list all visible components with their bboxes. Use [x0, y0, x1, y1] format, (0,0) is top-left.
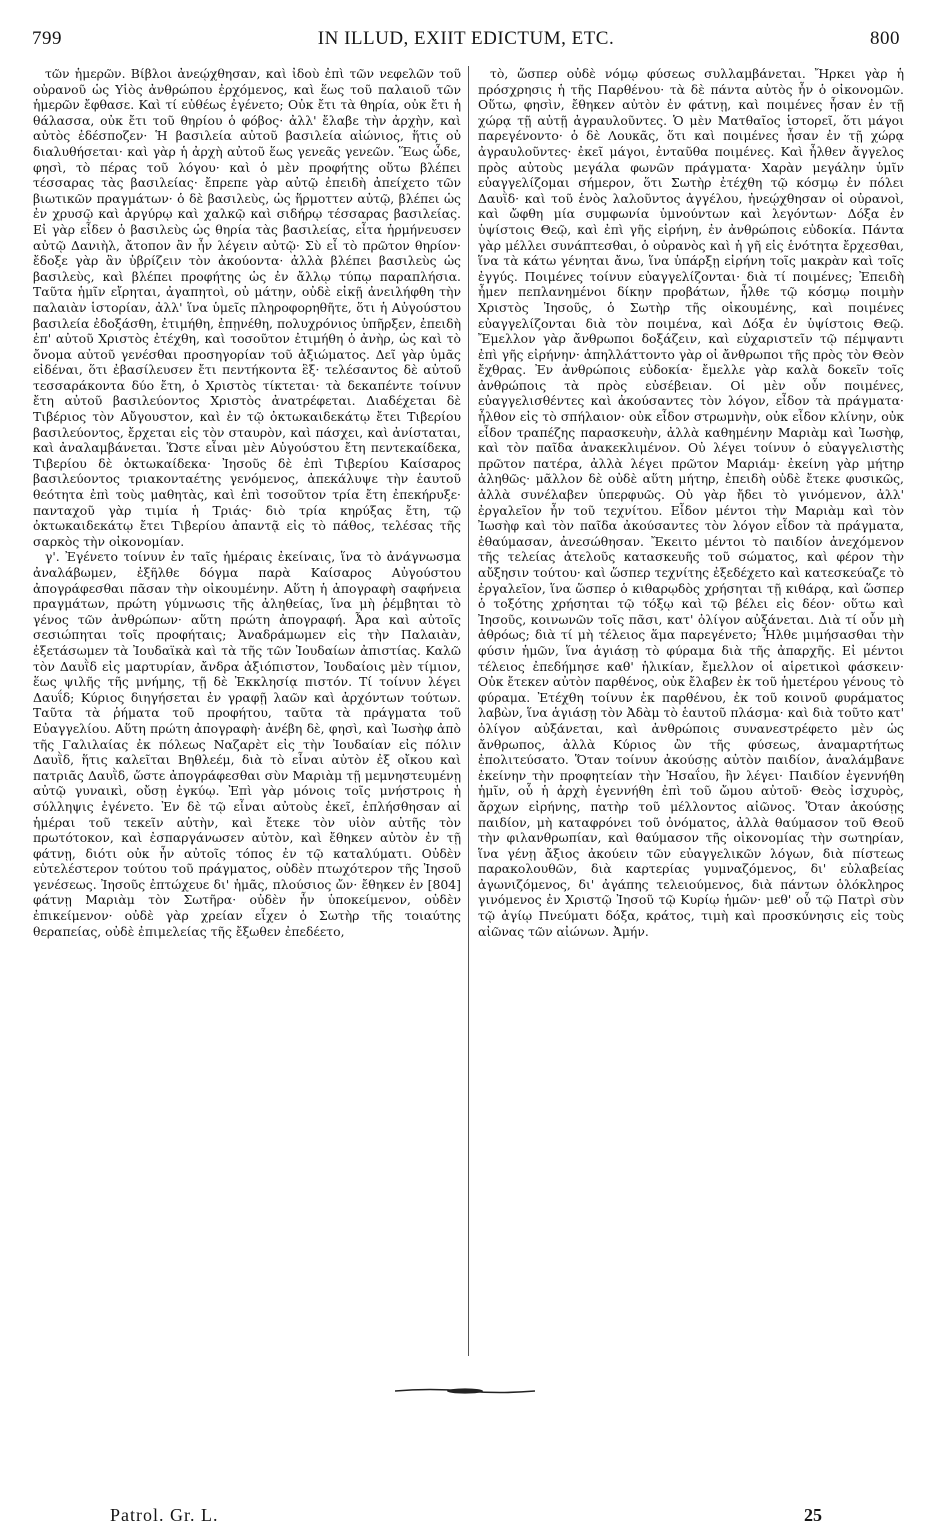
signature-mark: 25	[804, 1505, 822, 1525]
page-number-right: 800	[870, 28, 900, 49]
left-paragraph-2: γ'. Ἐγένετο τοίνυν ἐν ταῖς ἡμέραις ἐκείναις, ἵνα τὸ ἀνάγνωσμα ἀναλάβωμεν, ἐξῆλθε δόγμα παρὰ Καίσαρος Αὐγούστου ἀπογράφεσθαι πᾶσαν τὴν οἰκουμένην. Αὕτη ἡ ἀπογραφὴ σαφήνεια πραγμάτων, πρώτη γύμνωσις τῆς ἀληθείας, ἵνα μὴ ῥέμβηται τὸ γένος τῶν ἀνθρώπων· αὕτη πρώτη ἀπογραφή. Ἆρα καὶ αὐτοῖς σεσιώπηται τοῖς προφήταις; Ἀναδράμωμεν εἰς τὴν Παλαιὰν, ἐξετάσωμεν τὰ Ἰουδαϊκὰ καὶ τὰ τῆς τῶν Ἰουδαίων ἀπιστίας. Καλῶ τὸν Δαυῒδ εἰς μαρτυρίαν, ἄνδρα ἀξιόπιστον, Ἰουδαίοις μὲν τίμιον, ἕως ψιλῆς τῆς μνήμης, τῇ δὲ Ἐκκλησίᾳ πιστόν. Τί τοίνυν λέγει Δαυΐδ; Κύριος διηγήσεται ἐν γραφῇ λαῶν καὶ ἀρχόντων τούτων. Ταῦτα τὰ ῥήματα τοῦ προφήτου, ταῦτα τὰ πράγματα τοῦ Εὐαγγελίου. Αὕτη πρώτη ἀπογραφὴ· ἀνέβη δὲ, φησὶ, καὶ Ἰωσὴφ ἀπὸ τῆς Γαλιλαίας ἐκ πόλεως Ναζαρὲτ εἰς τὴν Ἰουδαίαν εἰς πόλιν Δαυῒδ, ἥτις καλεῖται Βηθλεέμ, διὰ τὸ εἶναι αὐτὸν ἐξ οἴκου καὶ πατριᾶς Δαυῒδ, ὥστε ἀπογράφεσθαι σὺν Μαριὰμ τῇ μεμνηστευμένῃ αὐτῷ γυναικὶ, οὔσῃ ἐγκύῳ. Ἐπὶ γὰρ μόνοις τοῖς μνήστροις ἡ σύλληψις ἐγένετο. Ἐν δὲ τῷ εἶναι αὐτοὺς ἐκεῖ, ἐπλήσθησαν αἱ ἡμέραι τοῦ τεκεῖν αὐτὴν, καὶ ἔτεκε τὸν υἱὸν αὐτῆς τὸν πρωτότοκον, καὶ ἐσπαργάνωσεν αὐτὸν, καὶ ἔθηκεν αὐτὸν ἐν τῇ φάτνῃ, διότι οὐκ ἦν αὐτοῖς τόπος ἐν τῷ καταλύματι. Οὐδὲν εὐτελέστερον τούτου τοῦ πράγματος, οὐδὲν πτωχότερον τῆς Ἰησοῦ γενέσεως. Ἰησοῦς ἐπτώχευε δι' ἡμᾶς, πλούσιος ὤν· ἔθηκεν ἐν [804] φάτνῃ Μαριὰμ τὸν Σωτῆρα· οὐδὲν ἦν ὑποκείμενον, οὐδὲν ἐπικείμενον· οὐδὲ γὰρ χρείαν εἶχεν ὁ Σωτὴρ τῆς τοιαύτης θεραπείας, οὐδὲ ἐπιμελείας τῆς ἔξωθεν ἐπεδέετο,	[33, 549, 461, 939]
column-divider	[468, 66, 469, 1356]
left-column	[33, 66, 461, 1356]
series-label: Patrol. Gr. L.	[110, 1505, 219, 1525]
page-header	[32, 28, 900, 58]
page-footer	[110, 1505, 822, 1529]
left-paragraph-1: τῶν ἡμερῶν. Βίβλοι ἀνεῴχθησαν, καὶ ἰδοὺ ἐπὶ τῶν νεφελῶν τοῦ οὐρανοῦ ὡς Υἱὸς ἀνθρώπου ἐρχόμενος, καὶ ἕως τοῦ παλαιοῦ τῶν ἡμερῶν ἔφθασε. Καὶ τί εὐθέως ἐγένετο; Οὐκ ἔτι τὰ θηρία, οὐκ ἔτι ἡ θάλασσα, οὐκ ἔτι τοῦ θηρίου ὁ φόβος· ἀλλ' ἔλαβε τὴν ἀρχὴν, καὶ αὐτὸς ἐδέσποζεν· Ἡ βασιλεία αὐτοῦ βασιλεία αἰώνιος, ἥτις οὐ διαλυθήσεται· καὶ γὰρ ἡ ἀρχὴ αὐτοῦ ἕως γενεᾶς γενεῶν. Ἕως ὧδε, φησὶ, τὸ πέρας τοῦ λόγου· καὶ ὁ μὲν προφήτης οὕτω βλέπει τέσσαρας τὰς βασιλείας· ἔπρεπε γὰρ αὐτῷ ἐπειδὴ ἀπείχετο τῶν βιωτικῶν πραγμάτων· ὁ δὲ βασιλεὺς, ὡς ἥρμοττεν αὐτῷ, βλέπει ὡς ἐν χρυσῷ καὶ ἀργύρῳ καὶ χαλκῷ καὶ σιδήρῳ τέσσαρας βασιλείας. Εἰ γὰρ εἶδεν ὁ βασιλεὺς ὡς θηρία τὰς βασιλείας, εἶτα ἡρμήνευσεν αὐτῷ Δανιὴλ, ἄτοπον ἂν ἦν λέγειν αὐτῷ· Σὺ εἶ τὸ πρῶτον θηρίον· ἔδοξε γὰρ ἂν ὑβρίζειν τὸν ἀκούοντα· ἀλλὰ βλέπει βασιλεὺς ὡς βασιλεὺς, καὶ βλέπει προφήτης ὡς ἐν ἄλλῳ τύπῳ παραπλήσια. Ταῦτα ἡμῖν εἴρηται, ἀγαπητοὶ, οὐ μάτην, οὐδὲ εἰκῇ ἀνειλήφθη τὴν παλαιὰν ἱστορίαν, ἀλλ' ἵνα ὑμεῖς πληροφορηθῆτε, ὅτι ἡ Αὐγούστου βασιλεία ἐδοξάσθη, ἐτιμήθη, ἐπῃνέθη, πολυχρόνιος ὑπῆρξεν, ἐπειδὴ ἐπ' αὐτοῦ Χριστὸς ἐτέχθη, καὶ τοσοῦτον ἐτιμήθη ὁ ἀνὴρ, ὡς καὶ τὸ ὄνομα αὐτοῦ γενέσθαι προσηγορίαν τοῦ ἀξιώματος. Δεῖ γὰρ ὑμᾶς εἰδέναι, ὅτι ἐβασίλευσεν ἔτι πεντήκοντα ἓξ· τελέσαντος δὲ αὐτοῦ τεσσαράκοντα δύο ἔτη, ὁ Χριστὸς τίκτεται· τὰ δεκαπέντε τοίνυν ἔτη αὐτοῦ βασιλεύοντος Χριστὸς ἀνατρέφεται. Διαδέχεται δὲ Τιβέριος τὸν Αὔγουστον, καὶ ἐν τῷ ὀκτωκαιδεκάτῳ ἔτει Τιβερίου βασιλεύοντος, ἔρχεται εἰς τὸν σταυρὸν, καὶ πάσχει, καὶ ἀνίσταται, καὶ ἀναλαμβάνεται. Ὥστε εἶναι μὲν Αὐγούστου ἔτη πεντεκαίδεκα, Τιβερίου δὲ ὀκτωκαίδεκα· Ἰησοῦς δὲ ἐπὶ Τιβερίου Καίσαρος βασιλεύοντος τριακονταέτης γενόμενος, ἀπεκάλυψε τὴν ἑαυτοῦ θεότητα ἐπὶ τοὺς μαθητὰς, καὶ ἐπὶ τοσοῦτον τρία ἔτη ἐπεκήρυξε· πανταχοῦ γὰρ τιμία ἡ Τριάς· διὸ τρία κηρύξας ἔτη, τῷ ὀκτωκαιδεκάτῳ ἔτει Τιβερίου ἀπαντᾷ εἰς τὸ πάθος, τελέσας τῆς σαρκὸς τὴν οἰκονομίαν.	[33, 66, 461, 549]
right-column	[478, 66, 904, 1356]
running-title: IN ILLUD, EXIIT EDICTUM, ETC.	[317, 28, 615, 49]
right-paragraph-1: τὸ, ὥσπερ οὐδὲ νόμῳ φύσεως συλλαμβάνεται. Ἤρκει γὰρ ἡ πρόσχρησις ἡ τῆς Παρθένου· τὰ δὲ πάντα αὐτὸς ἦν ὁ οἰκονομῶν. Οὕτω, φησὶν, ἔθηκεν αὐτὸν ἐν φάτνῃ, καὶ ποιμένες ἦσαν ἐν τῇ χώρᾳ τῇ αὐτῇ ἀγραυλοῦντες. Ὁ μὲν Ματθαῖος ἱστορεῖ, ὅτι μάγοι παρεγένοντο· ὁ δὲ Λουκᾶς, ὅτι καὶ ποιμένες ἦσαν ἐν τῇ χώρᾳ ἀγραυλοῦντες· ἐκεῖ μάγοι, ἐνταῦθα ποιμένες. Καὶ ἦλθεν ἄγγελος πρὸς αὐτοὺς μεγάλα φωνῶν πράγματα· Χαρὰν μεγάλην ὑμῖν εὐαγγελίζομαι σήμερον, ὅτι Σωτὴρ ἐτέχθη τῷ κόσμῳ ἐν πόλει Δαυῒδ· καὶ τοῦ ἑνὸς λαλοῦντος ἀγγέλου, ἠνεῴχθησαν οἱ οὐρανοὶ, καὶ ὤφθη μία συμφωνία ὑμνούντων καὶ λεγόντων· Δόξα ἐν ὑψίστοις Θεῷ, καὶ ἐπὶ γῆς εἰρήνη, ἐν ἀνθρώποις εὐδοκία. Πάντα γὰρ μέλλει συνάπτεσθαι, ὁ οὐρανὸς καὶ ἡ γῆ εἰς ἑνότητα ἔρχεσθαι, ἵνα τὰ κάτω γένηται ἄνω, ἵνα ὑπάρξῃ εἰρήνη τοῖς μακρὰν καὶ τοῖς ἐγγύς. Ποιμένες τοίνυν εὐαγγελίζονται· διὰ τί ποιμένες; Ἐπειδὴ ἦμεν πεπλανημένοι δίκην προβάτων, ἦλθε τῷ κόσμῳ ποιμὴν Χριστὸς Ἰησοῦς, ὁ Σωτὴρ τῆς οἰκουμένης, καὶ ποιμένες εὐαγγελίζονται διὰ τὸν ποιμένα, καὶ Δόξα ἐν ὑψίστοις Θεῷ. Ἔμελλον γὰρ ἄνθρωποι δοξάζειν, καὶ εὐχαριστεῖν τῷ πέμψαντι ἐπὶ γῆς εἰρήνην· ἀπηλλάττοντο γὰρ οἱ ἄνθρωποι τῆς πρὸς τὸν Θεὸν ἔχθρας. Ἐν ἀνθρώποις εὐδοκία· ἔμελλε γὰρ καλὰ δοκεῖν τοῖς ἀνθρώποις τὰ πρὸς εὐσέβειαν. Οἱ μὲν οὖν ποιμένες, εὐαγγελισθέντες καὶ ἀκούσαντες τὸν λόγον, εἶδον τὰ πράγματα· ἦλθον εἰς τὸ σπήλαιον· οὐκ εἶδον στρωμνὴν, οὐκ εἶδον κλίνην, οὐκ εἶδον τραπέζης παρασκευὴν, ἀλλὰ καθημένην Μαριὰμ καὶ Ἰωσὴφ, καὶ τὸν παῖδα ἀνακεκλιμένον. Οὐ λέγει τοίνυν ὁ εὐαγγελιστὴς πρῶτον πατέρα, ἀλλὰ λέγει πρῶτον Μαριάμ· ἐκείνη γὰρ μήτηρ ἀληθῶς· μᾶλλον δὲ οὐδὲ αὕτη μήτηρ, ἐπειδὴ οὐδὲ ἔτεκε φυσικῶς, ἀλλὰ συνέλαβεν ὑπερφυῶς. Οὐ γὰρ ἤδει τὸ γινόμενον, ἀλλ' ἐργαλεῖον ἦν τοῦ τεχνίτου. Εἶδον μέντοι τὴν Μαριὰμ καὶ τὸν Ἰωσὴφ καὶ τὸν παῖδα ἀκούσαντες τὸν λόγον εἶδον τὰ πράγματα, ἐθαύμασαν, ἀνεσώθησαν. Ἔκειτο μέντοι τὸ παιδίον ἀνεχόμενον τῆς τελείας ἀτελοῦς κατασκευῆς τοῦ σώματος, καὶ φέρον τὴν αὔξησιν τούτου· καὶ ὥσπερ τεχνίτης ἐξεδέχετο καὶ κατεσκεύαζε τὸ ἐργαλεῖον, ἵνα ὥσπερ ὁ κιθαρῳδὸς χρήσηται τῇ κιθάρᾳ, καὶ ὥσπερ ὁ τοξότης χρήσηται τῷ τόξῳ καὶ τῷ βέλει εἰς δέον· οὕτω καὶ Ἰησοῦς, κοινωνῶν τοῖς πᾶσι, κατ' ὀλίγον αὐξάνεται. Διὰ τί οὖν μὴ ἀθρόως; διὰ τί μὴ τέλειος ἅμα παρεγένετο; Ἦλθε μιμήσασθαι τὴν φύσιν ἡμῶν, ἵνα ἁγιάσῃ τὸ φύραμα διὰ τῆς ἀπαρχῆς. Εἰ μέντοι τέλειος ἐπεδήμησε καθ' ἡλικίαν, ἔμελλον οἱ αἱρετικοὶ φάσκειν· Οὐκ ἔτεκεν αὐτὸν παρθένος, οὐκ ἔλαβεν ἐκ τοῦ ἡμετέρου γένους τὸ φύραμα. Ἐτέχθη τοίνυν ἐκ παρθένου, ἐκ τοῦ κοινοῦ φυράματος λαβὼν, ἵνα ἁγιάσῃ τὸν Ἀδὰμ τὸ ἑαυτοῦ πλάσμα· καὶ διὰ τοῦτο κατ' ὀλίγον αὐξάνεται, καὶ ἀνθρώποις συνανεστρέφετο μὲν ὡς ἄνθρωπος, ἀλλὰ Κύριος ὢν τῆς φύσεως, ἀναμαρτήτως ἐπολιτεύσατο. Ὅταν τοίνυν ἀκούσῃς αὐτὸν παιδίον, ἀναλάμβανε ἐκείνην τὴν προφητείαν τὴν Ἡσαΐου, ἣν λέγει· Παιδίον ἐγεννήθη ἡμῖν, οὗ ἡ ἀρχὴ ἐγεννήθη ἐπὶ τοῦ ὤμου αὐτοῦ· Θεὸς ἰσχυρὸς, ἄρχων εἰρήνης, πατὴρ τοῦ μέλλοντος αἰῶνος. Ὅταν ἀκούσῃς παιδίον, μὴ καταφρόνει τοῦ ὀνόματος, ἀλλὰ θαύμασον τοῦ Θεοῦ τὴν φιλανθρωπίαν, καὶ θαύμασον τῆς οἰκονομίας τὴν σωτηρίαν, ἵνα γένῃ ἄξιος ἀκούειν τῶν εὐαγγελικῶν λόγων, διὰ πίστεως παρακολουθῶν, διὰ καρτερίας γυμναζόμενος, δι' εὐλαβείας ἀγωνιζόμενος, δι' ἀγάπης τελειούμενος, διὰ πάντων ὁλόκληρος γινόμενος ἐν Χριστῷ Ἰησοῦ τῷ Κυρίῳ ἡμῶν· μεθ' οὗ τῷ Πατρὶ σὺν τῷ ἁγίῳ Πνεύματι δόξα, κράτος, τιμὴ καὶ προσκύνησις εἰς τοὺς αἰῶνας τῶν αἰώνων. Ἀμήν.	[478, 66, 904, 939]
end-ornament	[395, 1387, 535, 1395]
page-number-left: 799	[32, 28, 62, 49]
